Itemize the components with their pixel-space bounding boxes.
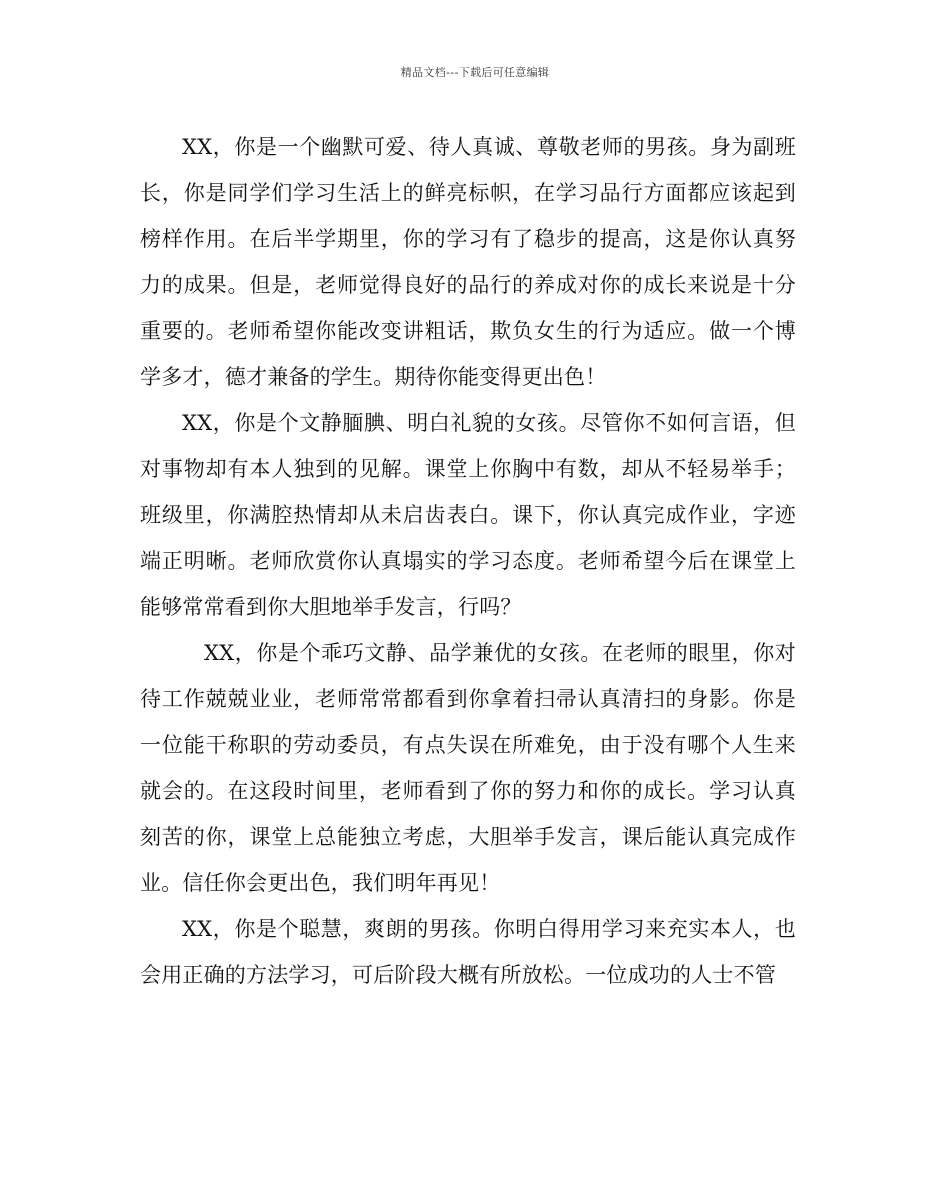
paragraph-1: XX，你是一个幽默可爱、待人真诚、尊敬老师的男孩。身为副班长，你是同学们学习生活上的鲜亮标帜，在学习品行方面都应该起到榜样作用。在后半学期里，你的学习有了稳步的提高，这是你认真努力的成果。但是，老师觉得良好的品行的养成对你的成长来说是十分重要的。老师希望你能改变讲粗话，欺负女生的行为适应。做一个博学多才，德才兼备的学生。期待你能变得更出色！: [140, 135, 796, 389]
paragraph-2: XX，你是个文静腼腆、明白礼貌的女孩。尽管你不如何言语，但对事物却有本人独到的见解。课堂上你胸中有数，却从不轻易举手；班级里，你满腔热情却从未启齿表白。课下，你认真完成作业，字迹端正明晰。老师欣赏你认真塌实的学习态度。老师希望今后在课堂上能够常常看到你大胆地举手发言，行吗？: [140, 411, 796, 619]
paragraph-4: XX，你是个聪慧，爽朗的男孩。你明白得用学习来充实本人，也会用正确的方法学习，可后阶段大概有所放松。一位成功的人士不管: [140, 917, 796, 987]
document-body: [140, 124, 796, 998]
page-header: 精品文档---下载后可任意编辑: [400, 66, 550, 79]
paragraph-3: XX，你是个乖巧文静、品学兼优的女孩。在老师的眼里，你对待工作兢兢业业，老师常常都看到你拿着扫帚认真清扫的身影。你是一位能干称职的劳动委员，有点失误在所难免，由于没有哪个人生来就会的。在这段时间里，老师看到了你的努力和你的成长。学习认真刻苦的你，课堂上总能独立考虑，大胆举手发言，课后能认真完成作业。信任你会更出色，我们明年再见！: [140, 641, 796, 895]
